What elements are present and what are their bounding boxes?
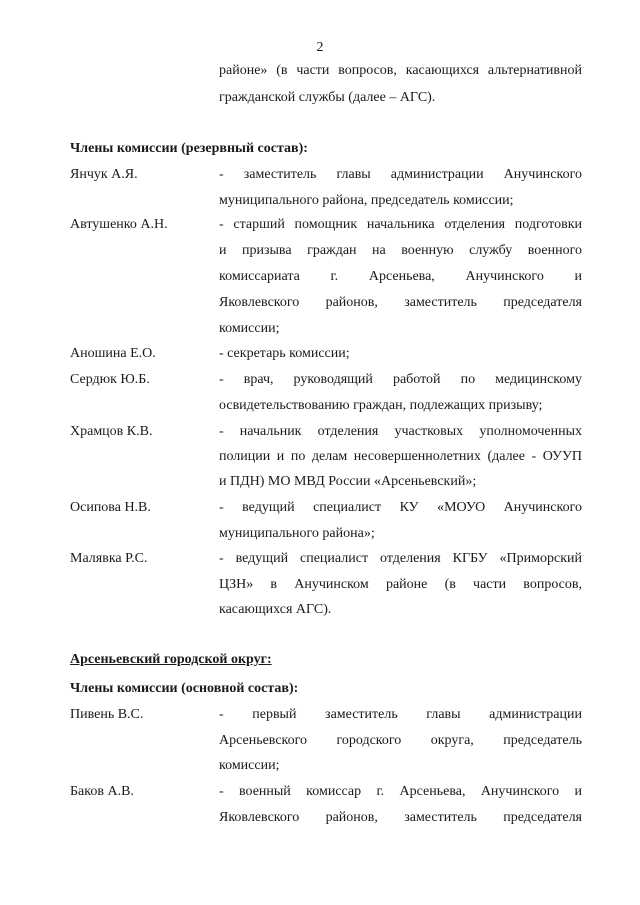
- member-desc-line: касающихся АГС).: [219, 602, 332, 617]
- intro-line: районе» (в части вопросов, касающихся альтернативной: [219, 63, 582, 78]
- member-desc-line: - первый заместитель главы администрации: [219, 707, 582, 722]
- member-desc-line: - военный комиссар г. Арсеньева, Анучинского и: [219, 784, 582, 799]
- member-name: Аношина Е.О.: [70, 346, 156, 361]
- member-desc-line: и призыва граждан на военную службу военного: [219, 243, 582, 258]
- member-name: Сердюк Ю.Б.: [70, 372, 150, 387]
- member-desc-line: Яковлевского районов, заместитель председателя: [219, 295, 582, 310]
- member-name: Автушенко А.Н.: [70, 217, 168, 232]
- page-number: 2: [316, 40, 324, 55]
- member-desc-line: - ведущий специалист КУ «МОУО Анучинского: [219, 500, 582, 515]
- member-desc-line: ЦЗН» в Анучинском районе (в части вопросов,: [219, 577, 582, 592]
- member-name: Баков А.В.: [70, 784, 134, 799]
- member-desc-line: - врач, руководящий работой по медицинскому: [219, 372, 582, 387]
- member-desc-line: муниципального района»;: [219, 526, 375, 541]
- member-desc-line: комиссариата г. Арсеньева, Анучинского и: [219, 269, 582, 284]
- member-desc-line: комиссии;: [219, 758, 280, 773]
- member-desc-line: Яковлевского районов, заместитель председателя: [219, 810, 582, 825]
- district-heading: Арсеньевский городской округ:: [70, 652, 272, 667]
- member-desc-line: комиссии;: [219, 321, 280, 336]
- member-desc-line: - ведущий специалист отделения КГБУ «Приморский: [219, 551, 582, 566]
- member-desc-line: - старший помощник начальника отделения подготовки: [219, 217, 582, 232]
- member-desc-line: и ПДН) МО МВД России «Арсеньевский»;: [219, 474, 477, 489]
- member-desc-line: полиции и по делам несовершеннолетних (далее - ОУУП: [219, 449, 582, 464]
- member-desc-line: - заместитель главы администрации Анучинского: [219, 167, 582, 182]
- member-desc-line: Арсеньевского городского округа, председатель: [219, 733, 582, 748]
- member-desc-line: - секретарь комиссии;: [219, 346, 350, 361]
- member-desc-line: освидетельствованию граждан, подлежащих призыву;: [219, 398, 543, 413]
- member-name: Осипова Н.В.: [70, 500, 151, 515]
- member-desc-line: муниципального района, председатель комиссии;: [219, 193, 514, 208]
- intro-line: гражданской службы (далее – АГС).: [219, 90, 436, 105]
- member-name: Храмцов К.В.: [70, 424, 153, 439]
- member-name: Малявка Р.С.: [70, 551, 148, 566]
- member-name: Янчук А.Я.: [70, 167, 138, 182]
- section-heading-reserve: Члены комиссии (резервный состав):: [70, 141, 308, 156]
- member-name: Пивень В.С.: [70, 707, 144, 722]
- member-desc-line: - начальник отделения участковых уполномоченных: [219, 424, 582, 439]
- section-heading-main: Члены комиссии (основной состав):: [70, 681, 299, 696]
